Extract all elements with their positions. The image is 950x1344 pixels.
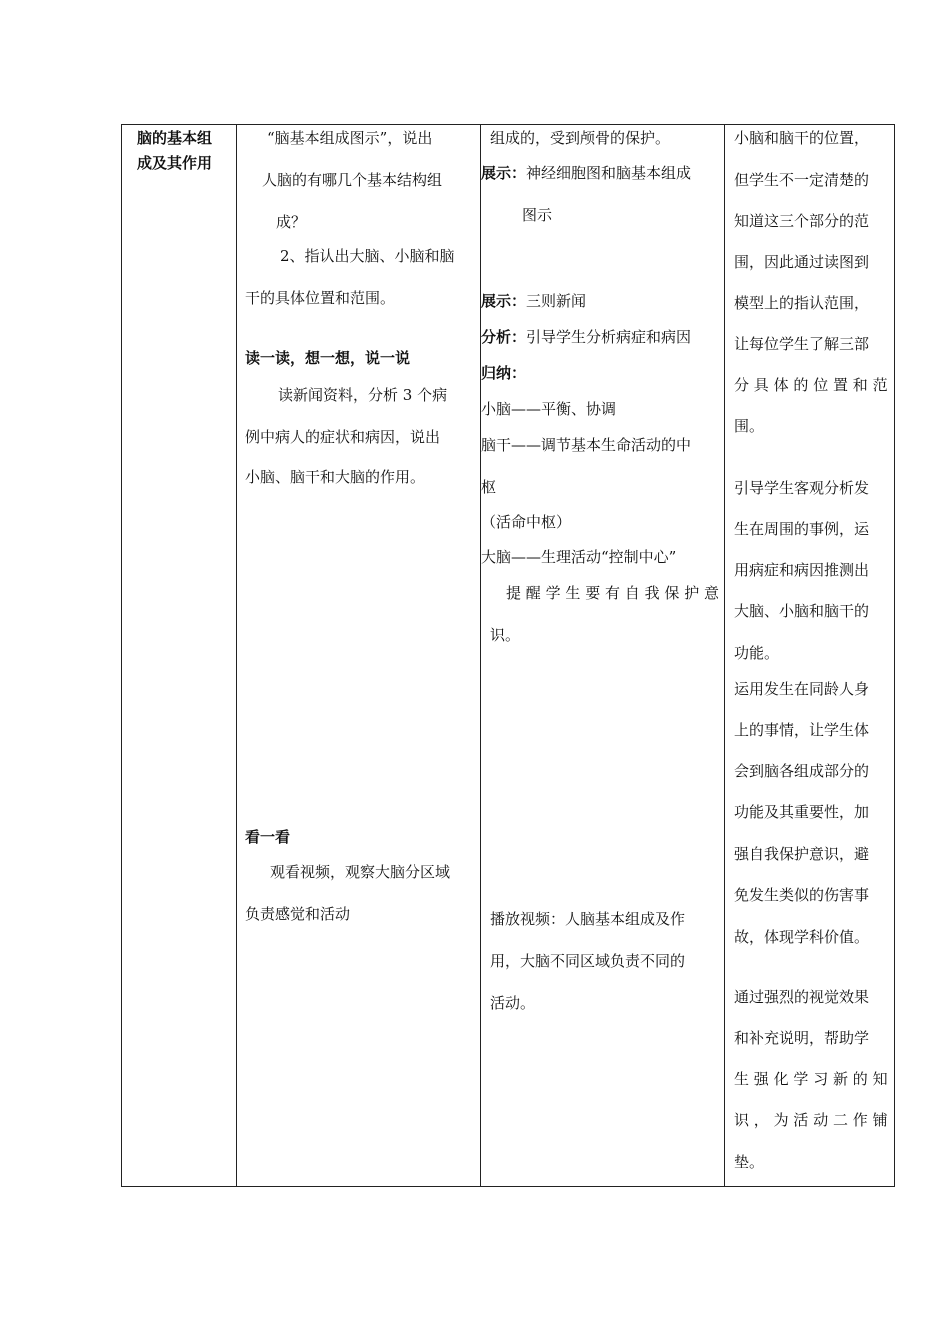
student-activity-text: 2、指认出大脑、小脑和脑 — [280, 247, 455, 265]
design-intent-text: 知道这三个部分的范 — [734, 212, 870, 230]
summary-label: 归纳： — [481, 364, 527, 382]
design-intent-text: 免发生类似的伤害事 — [734, 886, 870, 904]
column-divider-2 — [480, 125, 481, 1186]
teacher-activity-line — [481, 163, 691, 183]
section-heading-watch: 看一看 — [245, 828, 291, 846]
design-intent-text: 上的事情，让学生体 — [734, 721, 870, 739]
analyze-text: 引导学生分析病症和病因 — [526, 328, 692, 346]
teacher-activity-text: 组成的，受到颅骨的保护。 — [490, 129, 671, 147]
summary-item: 枢 — [481, 478, 497, 496]
design-intent-text: 模型上的指认范围， — [734, 294, 870, 312]
section-heading-read: 读一读，想一想，说一说 — [245, 349, 411, 367]
teacher-activity-text: 识。 — [490, 626, 521, 644]
student-activity-text: 小脑、脑干和大脑的作用。 — [245, 468, 426, 486]
teacher-activity-line — [481, 327, 691, 347]
design-intent-text: 小脑和脑干的位置， — [734, 129, 870, 147]
student-activity-text: 例中病人的症状和病因，说出 — [245, 428, 441, 446]
teacher-activity-text: 用，大脑不同区域负责不同的 — [490, 952, 686, 970]
design-intent-text: 功能及其重要性，加 — [734, 803, 870, 821]
design-intent-text: 用病症和病因推测出 — [734, 561, 870, 579]
design-intent-text: 围。 — [734, 417, 765, 435]
design-intent-text: 生强化学习新的知 — [734, 1070, 893, 1088]
design-intent-text: 大脑、小脑和脑干的 — [734, 602, 870, 620]
design-intent-text: 识，为活动二作铺 — [734, 1111, 893, 1129]
student-activity-text: 观看视频，观察大脑分区域 — [270, 863, 451, 881]
design-intent-text: 引导学生客观分析发 — [734, 479, 870, 497]
design-intent-text: 但学生不一定清楚的 — [734, 171, 870, 189]
student-activity-text: 人脑的有哪几个基本结构组 — [262, 171, 443, 189]
show-text: 神经细胞图和脑基本组成 — [526, 164, 692, 182]
design-intent-text: 功能。 — [734, 644, 780, 662]
student-activity-text: 干的具体位置和范围。 — [245, 289, 396, 307]
column-divider-1 — [236, 125, 237, 1186]
topic-title-line1: 脑的基本组 — [137, 129, 213, 147]
summary-item: 脑干——调节基本生命活动的中 — [481, 436, 692, 454]
student-activity-text: 读新闻资料，分析 3 个病 — [278, 386, 448, 404]
student-activity-text: 负责感觉和活动 — [245, 905, 351, 923]
design-intent-text: 生在周围的事例，运 — [734, 520, 870, 538]
design-intent-text: 围，因此通过读图到 — [734, 253, 870, 271]
student-activity-text: “脑基本组成图示”，说出 — [267, 129, 433, 147]
design-intent-text: 垫。 — [734, 1153, 765, 1171]
analyze-label: 分析： — [481, 328, 527, 346]
design-intent-text: 通过强烈的视觉效果 — [734, 988, 870, 1006]
topic-title-line2: 成及其作用 — [137, 154, 213, 172]
design-intent-text: 故，体现学科价值。 — [734, 928, 870, 946]
summary-item: 大脑——生理活动“控制中心” — [481, 548, 677, 566]
design-intent-text: 会到脑各组成部分的 — [734, 762, 870, 780]
teacher-activity-text: 播放视频：人脑基本组成及作 — [490, 910, 686, 928]
teacher-activity-text: 提醒学生要有自我保护意 — [506, 584, 724, 602]
teacher-activity-text: 活动。 — [490, 994, 536, 1012]
design-intent-text: 强自我保护意识，避 — [734, 845, 870, 863]
show-text: 三则新闻 — [526, 292, 587, 310]
summary-item: （活命中枢） — [481, 513, 572, 531]
show-label: 展示： — [481, 164, 527, 182]
design-intent-text: 分具体的位置和范 — [734, 376, 893, 394]
student-activity-text: 成？ — [276, 213, 307, 231]
summary-item: 小脑——平衡、协调 — [481, 400, 617, 418]
design-intent-text: 和补充说明，帮助学 — [734, 1029, 870, 1047]
column-divider-3 — [724, 125, 725, 1186]
teacher-activity-line — [481, 291, 586, 311]
teacher-activity-text: 图示 — [522, 206, 553, 224]
show-label: 展示： — [481, 292, 527, 310]
design-intent-text: 让每位学生了解三部 — [734, 335, 870, 353]
design-intent-text: 运用发生在同龄人身 — [734, 680, 870, 698]
